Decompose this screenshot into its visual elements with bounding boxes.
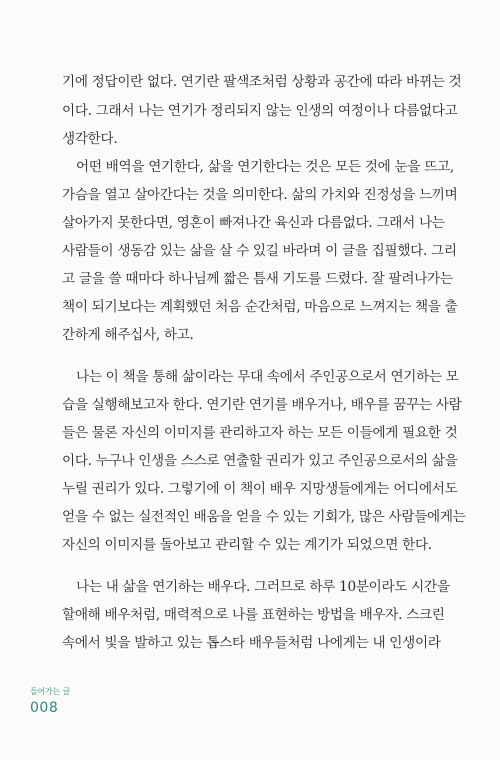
text-line: 습을 실행해보고자 한다. 연기란 연기를 배우거나, 배우를 꿈꾸는 사람 bbox=[62, 397, 462, 413]
page-number: 008 bbox=[30, 700, 59, 716]
text-line: 살아가지 못한다면, 영혼이 빠져나간 육신과 다름없다. 그래서 나는 bbox=[62, 215, 445, 231]
text-line: 간하게 해주십사, 하고. bbox=[62, 327, 194, 343]
text-line: 할애해 배우처럼, 매력적으로 나를 표현하는 방법을 배우자. 스크린 bbox=[62, 607, 445, 623]
text-line: 생각한다. bbox=[62, 131, 118, 147]
text-line: 나는 내 삶을 연기하는 배우다. 그러므로 하루 10분이라도 시간을 bbox=[76, 579, 450, 595]
text-line: 가슴을 열고 살아간다는 것을 의미한다. 삶의 가치와 진정성을 느끼며 bbox=[62, 187, 458, 203]
text-line: 속에서 빛을 발하고 있는 톱스타 배우들처럼 나에게는 내 인생이라 bbox=[62, 635, 441, 651]
text-line: 사람들이 생동감 있는 삶을 살 수 있길 바라며 이 글을 집필했다. 그리 bbox=[62, 243, 457, 259]
text-line: 들은 물론 자신의 이미지를 관리하고자 하는 모든 이들에게 필요한 것 bbox=[62, 425, 458, 441]
text-line: 자신의 이미지를 돌아보고 관리할 수 있는 계기가 되었으면 한다. bbox=[62, 537, 432, 553]
text-line: 기에 정답이란 없다. 연기란 팔색조처럼 상황과 공간에 따라 바뀌는 것 bbox=[62, 74, 462, 90]
text-line: 고 글을 쓸 때마다 하나님께 짧은 틈새 기도를 드렸다. 잘 팔려나가는 bbox=[62, 271, 453, 287]
text-line: 이다. 그래서 나는 연기가 정리되지 않는 인생의 여정이나 다름없다고 bbox=[62, 103, 458, 119]
section-title: 들어가는 글 bbox=[30, 687, 70, 696]
text-line: 누릴 권리가 있다. 그렇기에 이 책이 배우 지망생들에게는 어디에서도 bbox=[62, 481, 458, 497]
text-line: 책이 되기보다는 계획했던 처음 순간처럼, 마음으로 느껴지는 책을 출 bbox=[62, 299, 458, 315]
text-line: 나는 이 책을 통해 삶이라는 무대 속에서 주인공으로서 연기하는 모 bbox=[76, 369, 459, 385]
text-line: 이다. 누구나 인생을 스스로 연출할 권리가 있고 주인공으로서의 삶을 bbox=[62, 453, 458, 469]
text-line: 어떤 배역을 연기한다, 삶을 연기한다는 것은 모든 것에 눈을 뜨고, bbox=[76, 159, 454, 175]
text-line: 얻을 수 없는 실전적인 배움을 얻을 수 있는 기회가, 많은 사람들에게는 bbox=[62, 509, 466, 525]
